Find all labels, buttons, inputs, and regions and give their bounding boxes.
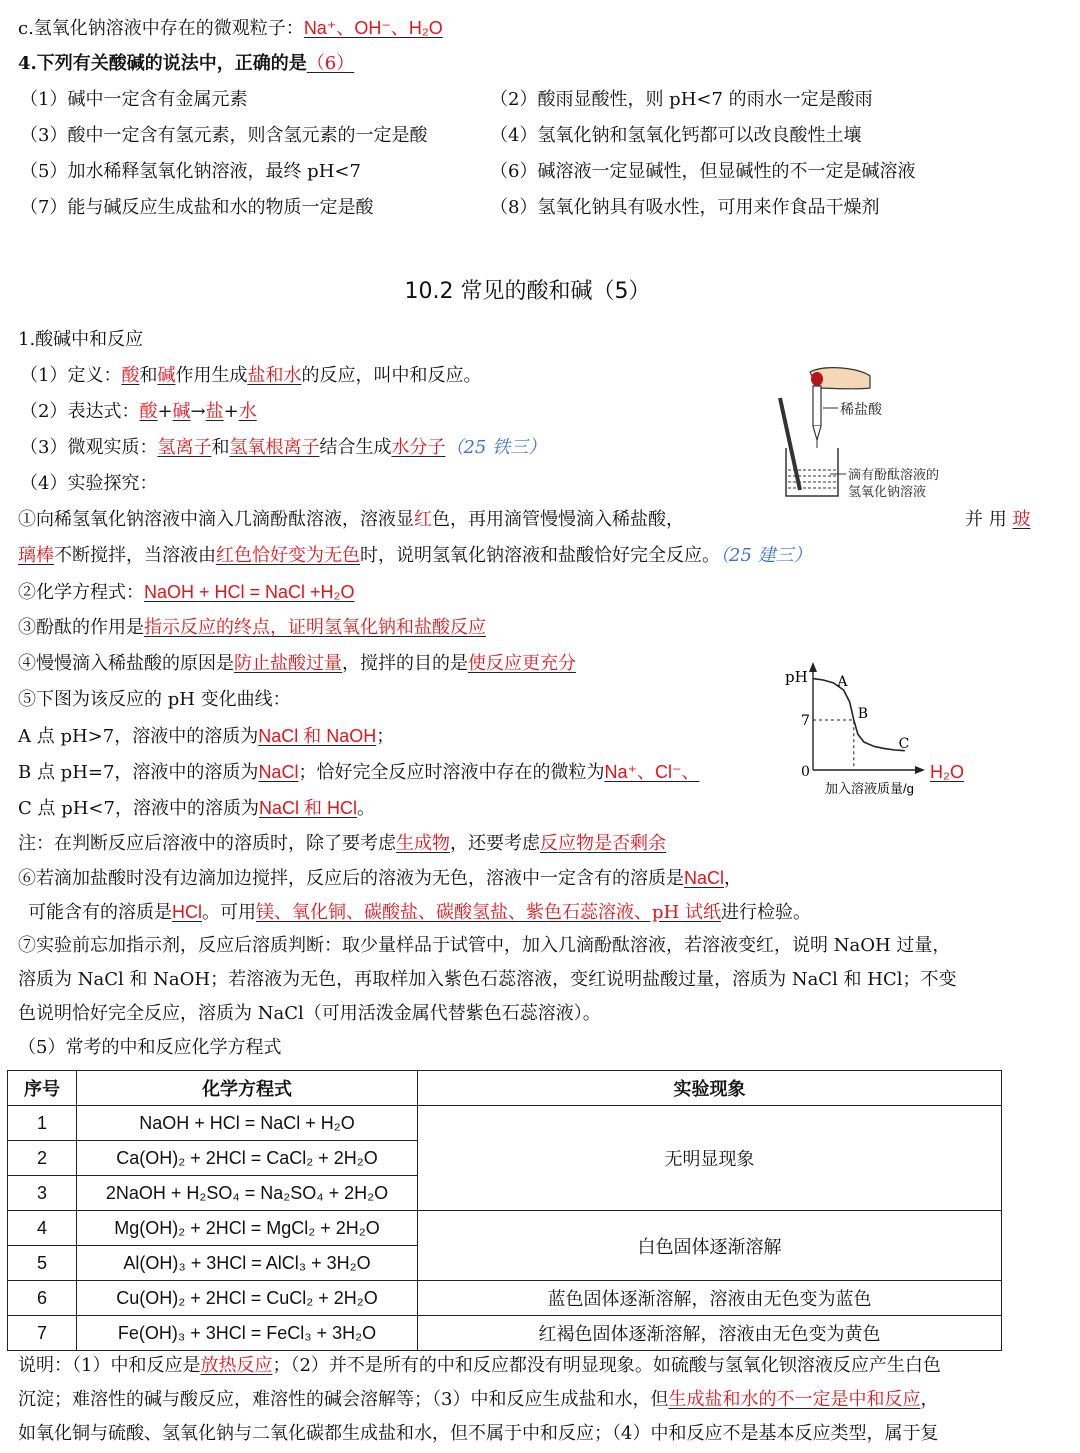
step1-c: 并 用 bbox=[965, 509, 1007, 530]
line-c bbox=[18, 16, 443, 41]
point-b-answer: NaCl bbox=[258, 762, 299, 782]
option-8: （8）氢氧化钠具有吸水性，可用来作食品干燥剂 bbox=[490, 197, 880, 218]
point-a-end: ； bbox=[376, 726, 395, 747]
step4-a: ④慢慢滴入稀盐酸的原因是 bbox=[18, 653, 234, 674]
step-7-line-1: ⑦实验前忘加指示剂，反应后溶质判断：取少量样品于试管中，加入几滴酚酞溶液，若溶液变红，说明 NaOH 过量， bbox=[18, 935, 951, 956]
expr-plus-1: + bbox=[157, 401, 173, 422]
def-base: 碱 bbox=[157, 365, 176, 386]
step-6-line-1 bbox=[18, 866, 742, 891]
note-answer-1: 生成物 bbox=[396, 833, 450, 854]
line-c-prefix: c.氢氧化钠溶液中存在的微观粒子： bbox=[18, 18, 304, 39]
row-no: 2 bbox=[8, 1141, 77, 1176]
footer-l1-b: ；（2）并不是所有的中和反应都没有明显现象。如硫酸与氢氧化钡溶液反应产生白色 bbox=[272, 1355, 941, 1376]
option-1: （1）碱中一定含有金属元素 bbox=[20, 89, 248, 110]
option-2: （2）酸雨显酸性，则 pH<7 的雨水一定是酸雨 bbox=[490, 89, 873, 110]
footer-line-3: 如氧化铜与硫酸、氢氧化钠与二氧化碳都生成盐和水，但不属于中和反应；（4）中和反应不是基本反应类型，属于复 bbox=[18, 1423, 939, 1444]
section-heading: 1.酸碱中和反应 bbox=[18, 329, 144, 350]
micro-h: 氢离子 bbox=[157, 437, 212, 458]
footer-line-1 bbox=[18, 1354, 941, 1378]
step-6-line-2 bbox=[28, 900, 811, 925]
step6-answer-3: 镁、氧化铜、碳酸盐、碳酸氢盐、紫色石蕊溶液、pH 试纸 bbox=[256, 902, 721, 923]
footer-line-2 bbox=[18, 1388, 938, 1412]
point-c-prefix: C 点 pH<7，溶液中的溶质为 bbox=[18, 798, 259, 819]
step4-answer-1: 防止盐酸过量 bbox=[234, 653, 342, 674]
point-label-c: C bbox=[898, 736, 910, 752]
step4-b: ，搅拌的目的是 bbox=[342, 653, 468, 674]
step6-d: 。可用 bbox=[202, 902, 256, 923]
row-no: 6 bbox=[8, 1281, 77, 1316]
ph-curve-chart bbox=[775, 660, 925, 800]
row-no: 4 bbox=[8, 1211, 77, 1246]
step-2 bbox=[18, 580, 355, 605]
step6-c: 可能含有的溶质是 bbox=[28, 902, 172, 923]
note-b: ，还要考虑 bbox=[450, 833, 540, 854]
note-answer-2: 反应物是否剩余 bbox=[540, 833, 666, 854]
def-acid: 酸 bbox=[121, 365, 140, 386]
row-equation: Cu(OH)₂ + 2HCl = CuCl₂ + 2H₂O bbox=[77, 1281, 418, 1316]
expr-acid: 酸 bbox=[139, 401, 158, 422]
step4-answer-2: 使反应更充分 bbox=[468, 653, 576, 674]
step-4 bbox=[18, 652, 576, 676]
expr-water: 水 bbox=[238, 401, 257, 422]
expr-salt: 盐 bbox=[205, 401, 224, 422]
y-axis-label: pH bbox=[785, 668, 808, 686]
point-b-water: H₂O bbox=[930, 762, 964, 782]
def-prefix: （1）定义： bbox=[20, 365, 122, 386]
row-equation: NaOH + HCl = NaCl + H₂O bbox=[77, 1106, 418, 1141]
row-no: 7 bbox=[8, 1316, 77, 1351]
header-no: 序号 bbox=[8, 1071, 77, 1106]
micro-mid: 结合生成 bbox=[319, 437, 392, 458]
expression-line bbox=[20, 400, 257, 424]
footer-l2-b: ， bbox=[920, 1389, 939, 1410]
origin-label: 0 bbox=[801, 764, 810, 780]
footer-l2-a: 沉淀；难溶性的碱与酸反应，难溶性的碱会溶解等；（3）中和反应生成盐和水，但 bbox=[18, 1389, 669, 1410]
row-no: 3 bbox=[8, 1176, 77, 1211]
line-c-answer: Na⁺、OH⁻、H₂O bbox=[303, 18, 443, 38]
def-end: 的反应，叫中和反应。 bbox=[301, 365, 482, 386]
table-row bbox=[8, 1281, 1002, 1316]
micro-and: 和 bbox=[211, 437, 230, 458]
q4-prefix: 4.下列有关酸碱的说法中，正确的是 bbox=[18, 53, 307, 74]
phenomenon-row-6: 蓝色固体逐渐溶解，溶液由无色变为蓝色 bbox=[418, 1281, 1002, 1316]
step2-equation: NaOH + HCl = NaCl +H₂O bbox=[144, 582, 355, 602]
def-salt-water: 盐和水 bbox=[247, 365, 302, 386]
option-4: （4）氢氧化钠和氢氧化钙都可以改良酸性土壤 bbox=[490, 125, 862, 146]
common-equations-heading: （5）常考的中和反应化学方程式 bbox=[18, 1037, 282, 1058]
point-c-end: 。 bbox=[357, 798, 375, 819]
point-a-answer: NaCl 和 NaOH bbox=[258, 726, 377, 746]
table-row bbox=[8, 1211, 1002, 1246]
section-title: 10.2 常见的酸和碱（5） bbox=[404, 279, 651, 304]
point-b-particles: Na⁺、Cl⁻、 bbox=[604, 762, 700, 782]
question-4 bbox=[18, 52, 354, 76]
micro-note: （25 铁三） bbox=[445, 437, 547, 458]
q4-answer: （6） bbox=[306, 53, 355, 74]
step1-change: 红色恰好变为无色 bbox=[216, 545, 360, 566]
step6-a: ⑥若滴加盐酸时没有边滴加边搅拌，反应后的溶液为无色，溶液中一定含有的溶质是 bbox=[18, 868, 684, 889]
footer-l2-answer: 生成盐和水的不一定是中和反应 bbox=[668, 1389, 921, 1410]
titration-figure bbox=[770, 362, 970, 502]
explore-line: （4）实验探究： bbox=[20, 473, 158, 494]
micro-oh: 氢氧根离子 bbox=[229, 437, 320, 458]
option-3: （3）酸中一定含有氢元素，则含氢元素的一定是酸 bbox=[20, 125, 428, 146]
step1-glass-1: 玻 bbox=[1012, 509, 1031, 530]
dropper-icon bbox=[813, 386, 821, 426]
point-c-answer: NaCl 和 HCl bbox=[258, 798, 357, 818]
step-1-line-2 bbox=[18, 544, 812, 568]
step6-e: 进行检验。 bbox=[720, 902, 811, 923]
expr-prefix: （2）表达式： bbox=[20, 401, 140, 422]
ph7-reference-line bbox=[813, 720, 854, 770]
note-a: 注：在判断反应后溶液中的溶质时，除了要考虑 bbox=[18, 833, 396, 854]
step1-red: 红 bbox=[414, 509, 432, 530]
label-dilute-hcl: 稀盐酸 bbox=[840, 401, 882, 417]
phenomenon-group-2: 白色固体逐渐溶解 bbox=[418, 1211, 1002, 1281]
step6-answer-1: NaCl bbox=[684, 868, 725, 888]
row-equation: Al(OH)₃ + 3HCl = AlCl₃ + 3H₂O bbox=[77, 1246, 418, 1281]
phenomenon-row-7: 红褐色固体逐渐溶解，溶液由无色变为黄色 bbox=[418, 1316, 1002, 1351]
definition-line bbox=[20, 364, 481, 388]
point-b-prefix: B 点 pH=7，溶液中的溶质为 bbox=[18, 762, 259, 783]
phenomenon-group-1: 无明显现象 bbox=[418, 1106, 1002, 1211]
table-row bbox=[8, 1316, 1002, 1351]
point-label-b: B bbox=[857, 706, 869, 722]
step6-answer-2: HCl bbox=[172, 902, 202, 922]
row-equation: Fe(OH)₃ + 3HCl = FeCl₃ + 3H₂O bbox=[77, 1316, 418, 1351]
micro-water: 水分子 bbox=[391, 437, 446, 458]
option-6: （6）碱溶液一定显碱性，但显碱性的不一定是碱溶液 bbox=[490, 161, 916, 182]
x-axis-label: 加入溶液质量/g bbox=[825, 781, 914, 796]
step1-d: 不断搅拌，当溶液由 bbox=[54, 545, 216, 566]
label-solution-1: 滴有酚酞溶液的 bbox=[848, 467, 940, 482]
step1-glass-2: 璃棒 bbox=[18, 545, 54, 566]
expr-plus-2: + bbox=[223, 401, 239, 422]
table-header-row bbox=[8, 1071, 1002, 1106]
option-5: （5）加水稀释氢氧化钠溶液，最终 pH<7 bbox=[20, 161, 361, 182]
option-7: （7）能与碱反应生成盐和水的物质一定是酸 bbox=[20, 197, 374, 218]
step1-a: ①向稀氢氧化钠溶液中滴入几滴酚酞溶液，溶液显 bbox=[18, 509, 414, 530]
step3-prefix: ③酚酞的作用是 bbox=[18, 617, 144, 638]
point-c bbox=[18, 796, 375, 821]
row-equation: Ca(OH)₂ + 2HCl = CaCl₂ + 2H₂O bbox=[77, 1141, 418, 1176]
point-b-mid: ；恰好完全反应时溶液中存在的微粒为 bbox=[298, 762, 605, 783]
micro-prefix: （3）微观实质： bbox=[20, 437, 158, 458]
def-mid: 作用生成 bbox=[175, 365, 248, 386]
ph7-tick-label: 7 bbox=[801, 713, 810, 729]
step3-answer: 指示反应的终点，证明氢氧化钠和盐酸反应 bbox=[144, 617, 486, 638]
label-solution-2: 氢氧化钠溶液 bbox=[848, 484, 927, 499]
step-1-line-1 bbox=[18, 508, 684, 532]
footer-l1-answer: 放热反应 bbox=[200, 1355, 273, 1376]
step1-note: （25 建三） bbox=[720, 545, 812, 566]
step-7-line-3: 色说明恰好完全反应，溶质为 NaCl（可用活泼金属代替紫色石蕊溶液）。 bbox=[18, 1003, 601, 1024]
header-phenomenon: 实验现象 bbox=[418, 1071, 1002, 1106]
step1-b: 色，再用滴管慢慢滴入稀盐酸， bbox=[432, 509, 684, 530]
step6-b: ， bbox=[724, 868, 743, 889]
point-b bbox=[18, 760, 699, 785]
point-a bbox=[18, 724, 394, 749]
neutralization-table bbox=[7, 1070, 1002, 1351]
step-7-line-2: 溶质为 NaCl 和 NaOH；若溶液为无色，再取样加入紫色石蕊溶液，变红说明盐酸过量，溶质为 NaCl 和 HCl；不变 bbox=[18, 969, 957, 990]
footer-l1-a: 说明：（1）中和反应是 bbox=[18, 1355, 201, 1376]
step1-e: 时，说明氢氧化钠溶液和盐酸恰好完全反应。 bbox=[360, 545, 720, 566]
row-no: 5 bbox=[8, 1246, 77, 1281]
step-3 bbox=[18, 616, 486, 640]
expr-base: 碱 bbox=[172, 401, 191, 422]
step-5: ⑤下图为该反应的 pH 变化曲线： bbox=[18, 689, 291, 710]
expr-arrow: → bbox=[190, 401, 206, 422]
micro-line bbox=[20, 436, 546, 460]
step-1-tail bbox=[965, 508, 1030, 532]
row-equation: Mg(OH)₂ + 2HCl = MgCl₂ + 2H₂O bbox=[77, 1211, 418, 1246]
row-equation: 2NaOH + H₂SO₄ = Na₂SO₄ + 2H₂O bbox=[77, 1176, 418, 1211]
dropper-bulb-icon bbox=[811, 372, 823, 386]
table-row bbox=[8, 1106, 1002, 1141]
note-line bbox=[18, 832, 666, 856]
point-label-a: A bbox=[837, 673, 848, 690]
header-equation: 化学方程式 bbox=[77, 1071, 418, 1106]
point-a-prefix: A 点 pH>7，溶液中的溶质为 bbox=[18, 726, 259, 747]
def-and: 和 bbox=[139, 365, 158, 386]
step2-prefix: ②化学方程式： bbox=[18, 582, 144, 603]
row-no: 1 bbox=[8, 1106, 77, 1141]
